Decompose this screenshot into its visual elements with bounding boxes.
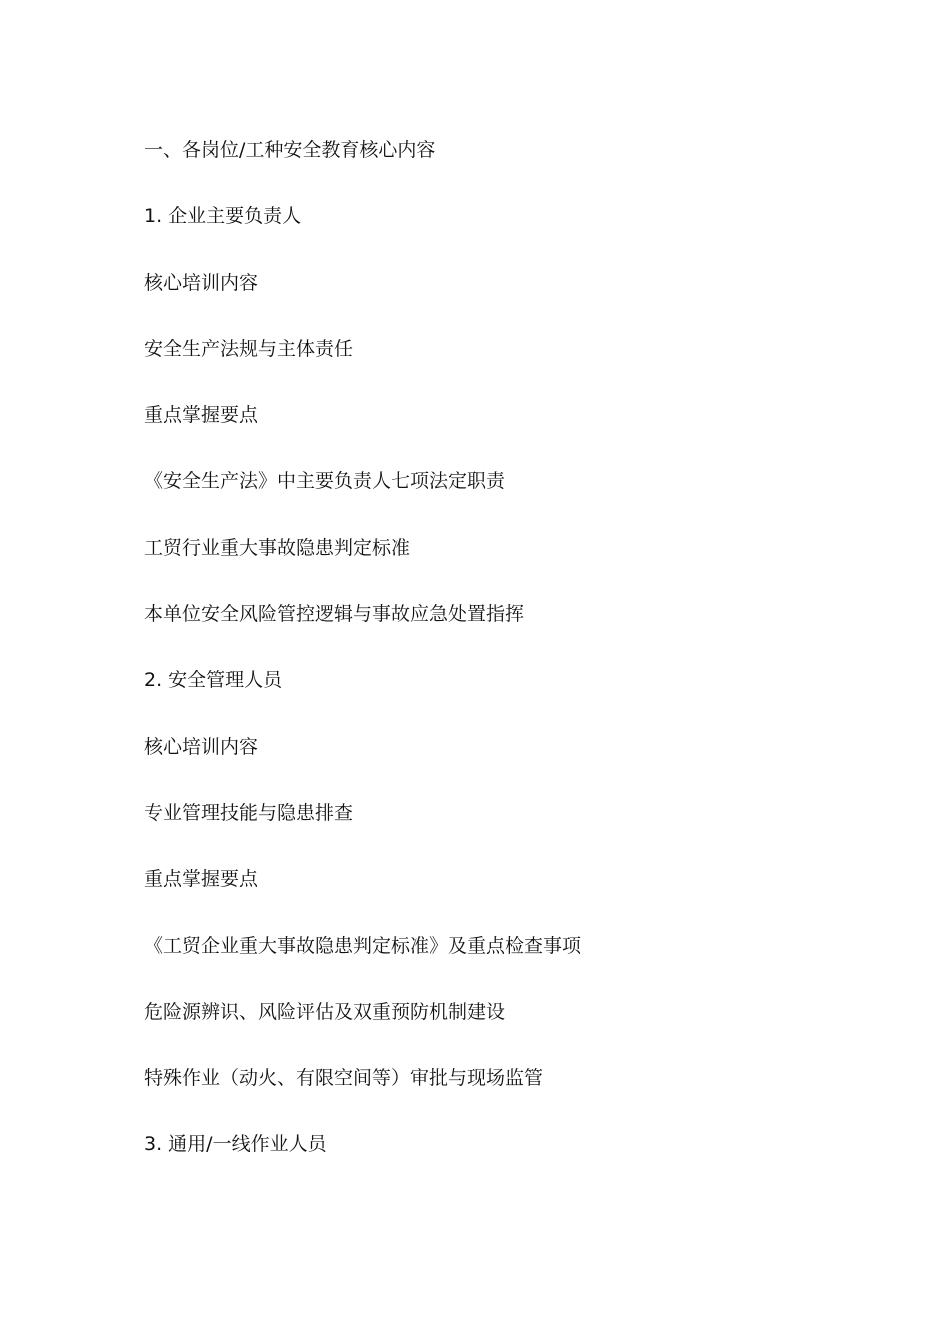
subsection-heading: 1. 企业主要负责人 xyxy=(144,205,302,228)
paragraph: 《工贸企业重大事故隐患判定标准》及重点检查事项 xyxy=(144,934,582,957)
paragraph: 危险源辨识、风险评估及双重预防机制建设 xyxy=(144,1000,506,1023)
paragraph: 工贸行业重大事故隐患判定标准 xyxy=(144,536,411,559)
paragraph-label: 重点掌握要点 xyxy=(144,868,259,891)
section-heading: 一、各岗位/工种安全教育核心内容 xyxy=(144,139,436,161)
paragraph: 本单位安全风险管控逻辑与事故应急处置指挥 xyxy=(144,603,525,626)
paragraph-label: 重点掌握要点 xyxy=(144,404,259,427)
paragraph: 专业管理技能与隐患排查 xyxy=(144,801,354,824)
subsection-heading: 3. 通用/一线作业人员 xyxy=(144,1133,327,1156)
paragraph: 安全生产法规与主体责任 xyxy=(144,337,354,360)
paragraph: 特殊作业（动火、有限空间等）审批与现场监管 xyxy=(144,1067,544,1090)
subsection-heading: 2. 安全管理人员 xyxy=(144,669,283,692)
paragraph-label: 核心培训内容 xyxy=(144,271,259,294)
document-body xyxy=(144,134,844,1195)
paragraph-label: 核心培训内容 xyxy=(144,735,259,758)
paragraph: 《安全生产法》中主要负责人七项法定职责 xyxy=(144,470,506,493)
